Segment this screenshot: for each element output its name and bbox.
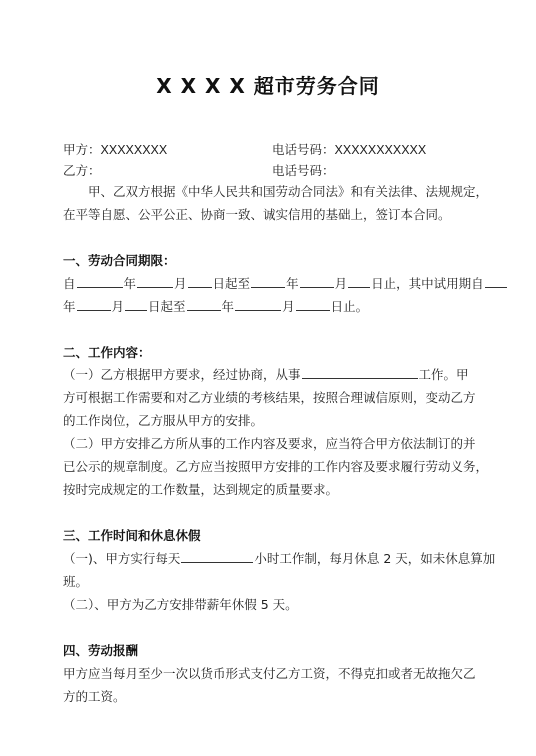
work-content-text: 工作。甲 [418, 367, 469, 382]
year-blank[interactable] [77, 275, 123, 288]
work-time-line-2: 班。 [63, 574, 89, 589]
month-blank[interactable] [235, 298, 281, 311]
term-text: 月 [174, 276, 187, 291]
phone-label-a: 电话号码： [272, 142, 335, 157]
day-blank[interactable] [348, 275, 370, 288]
year-blank[interactable] [187, 298, 221, 311]
work-time-line-3: （二）、甲方为乙方安排带薪年休假 5 天。 [63, 597, 298, 612]
party-a-phone-line [272, 141, 426, 159]
pay-line-2: 方的工资。 [63, 689, 126, 704]
intro-line-2: 在平等自愿、公平公正、协商一致、诚实信用的基础上，签订本合同。 [63, 207, 451, 222]
job-blank[interactable] [302, 366, 418, 379]
work-content-line-5: 已公示的规章制度。乙方应当按照甲方安排的工作内容及要求履行劳动义务， [63, 459, 489, 474]
term-text: 日止，其中试用期自 [371, 276, 484, 291]
term-text: 日止。 [330, 299, 369, 314]
term-text: 年 [221, 299, 235, 314]
work-content-line-1 [63, 366, 469, 383]
party-a-value: XXXXXXXX [100, 143, 168, 157]
work-content-line-3: 的工作岗位，乙方服从甲方的安排。 [63, 413, 264, 428]
term-text: 月 [282, 299, 295, 314]
hours-blank[interactable] [181, 550, 253, 563]
section-3-heading: 三、工作时间和休息休假 [63, 528, 201, 543]
term-line-1 [63, 275, 508, 292]
section-4-heading: 四、劳动报酬 [63, 643, 139, 658]
term-line-2 [63, 298, 368, 315]
intro-line-1: 甲、乙双方根据《中华人民共和国劳动合同法》和有关法律、法规规定， [88, 184, 489, 199]
section-2-heading: 二、工作内容： [63, 345, 151, 360]
term-text: 自 [63, 276, 76, 291]
term-text: 年 [123, 276, 137, 291]
year-blank[interactable] [485, 275, 507, 288]
month-blank[interactable] [300, 275, 334, 288]
day-blank[interactable] [296, 298, 330, 311]
month-blank[interactable] [77, 298, 111, 311]
work-time-text: 小时工作制，每月休息 2 天，如未休息算加 [254, 551, 496, 566]
work-time-line-1 [63, 550, 495, 567]
section-1-heading: 一、劳动合同期限： [63, 253, 176, 268]
work-content-text: （一）乙方根据甲方要求，经过协商，从事 [63, 367, 301, 382]
party-a-label: 甲方： [63, 142, 101, 157]
party-b-phone-line [272, 162, 335, 179]
party-b-line [63, 162, 101, 179]
party-b-label: 乙方： [63, 163, 101, 178]
month-blank[interactable] [137, 275, 173, 288]
term-text: 年 [286, 276, 299, 291]
day-blank[interactable] [188, 275, 212, 288]
term-text: 日起至 [212, 276, 251, 291]
work-content-line-4: （二）甲方安排乙方所从事的工作内容及要求，应当符合甲方依法制订的并 [63, 436, 476, 451]
phone-value-a: XXXXXXXXXXX [334, 143, 427, 157]
work-content-line-6: 按时完成规定的工作数量，达到规定的质量要求。 [63, 482, 339, 497]
day-blank[interactable] [125, 298, 147, 311]
year-blank[interactable] [251, 275, 285, 288]
work-time-text: （一)、甲方实行每天 [63, 551, 181, 566]
party-a-line [63, 141, 167, 159]
work-content-line-2: 方可根据工作需要和对乙方业绩的考核结果，按照合理诚信原则，变动乙方 [63, 390, 476, 405]
term-text: 日起至 [148, 299, 186, 314]
phone-label-b: 电话号码： [272, 163, 335, 178]
term-text: 年 [63, 299, 76, 314]
document-title: X X X X 超市劳务合同 [156, 74, 380, 98]
pay-line-1: 甲方应当每月至少一次以货币形式支付乙方工资，不得克扣或者无故拖欠乙 [63, 666, 476, 681]
term-text: 月 [111, 299, 125, 314]
term-text: 月 [334, 276, 348, 291]
